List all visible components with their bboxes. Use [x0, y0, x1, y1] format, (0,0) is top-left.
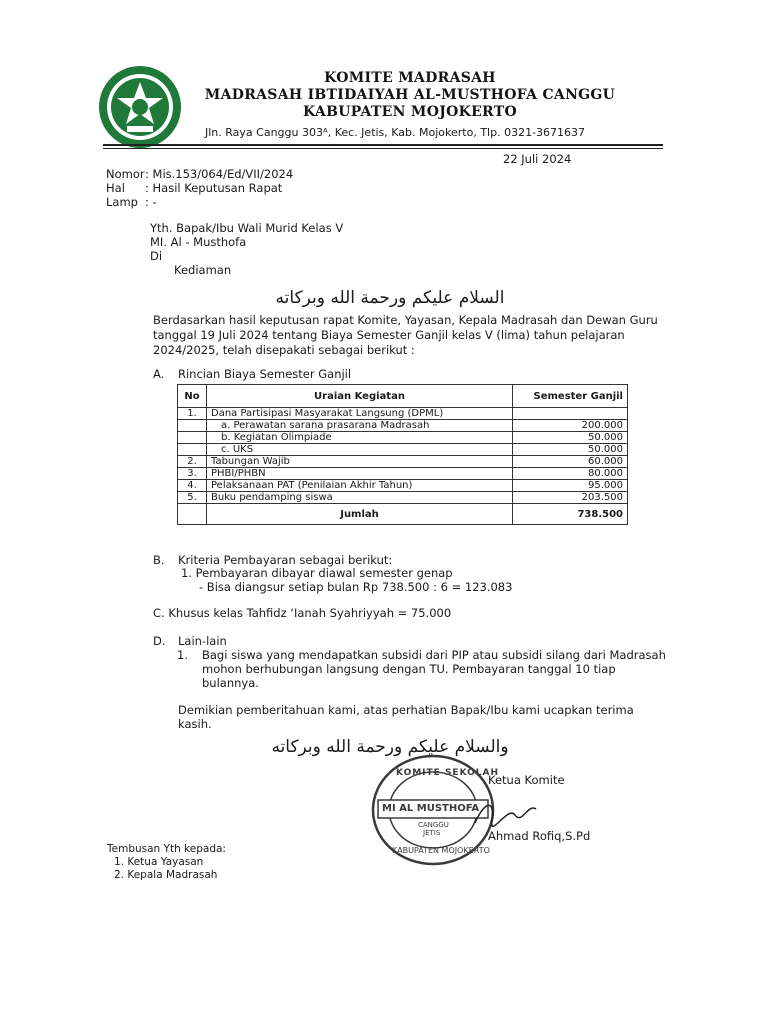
row-no: 2. [178, 456, 207, 468]
section-b-title: Kriteria Pembayaran sebagai berikut: [178, 553, 393, 567]
section-b-item-1: 1. Pembayaran dibayar diawal semester genap [181, 566, 453, 580]
handwritten-signature [470, 795, 540, 831]
row-no [178, 432, 207, 444]
total-label: Jumlah [207, 504, 513, 525]
lamp-value: : - [145, 195, 157, 209]
table-row [178, 456, 628, 468]
intro-line-3: 2024/2025, telah disepakati sebagai berikut : [153, 343, 415, 357]
section-d-label: D. [153, 634, 166, 648]
stamp-top-text: KOMITE SEKOLAH [396, 768, 500, 778]
table-total-row [178, 504, 628, 525]
recipient-line-3: Di [150, 249, 163, 263]
table-row [178, 468, 628, 480]
table-row [178, 480, 628, 492]
table-row [178, 408, 628, 420]
stamp-sub-1: CANGGU [418, 821, 449, 829]
table-row [178, 420, 628, 432]
row-item: c. UKS [207, 444, 513, 456]
section-b-subitem: - Bisa diangsur setiap bulan Rp 738.500 : 6 = 123.083 [199, 580, 513, 594]
signature-role: Ketua Komite [488, 773, 565, 787]
cost-table [177, 384, 628, 525]
row-item: Dana Partisipasi Masyarakat Langsung (DPML) [207, 408, 513, 420]
col-header-no: No [178, 385, 207, 408]
section-a-label: A. [153, 367, 165, 381]
header-divider-thin [103, 148, 663, 149]
stamp-bottom-text: KABUPATEN MOJOKERTO [392, 846, 490, 855]
section-d-line-2: mohon berhubungan langsung dengan TU. Pembayaran tanggal 10 tiap [202, 662, 616, 676]
letterhead-address: Jln. Raya Canggu 303ᴬ, Kec. Jetis, Kab. Mojokerto, Tlp. 0321-3671637 [205, 126, 586, 139]
row-value [513, 408, 628, 420]
signature-name: Ahmad Rofiq,S.Pd [488, 829, 591, 843]
closing-line-1: Demikian pemberitahuan kami, atas perhatian Bapak/Ibu kami ucapkan terima [178, 703, 634, 717]
table-row [178, 492, 628, 504]
arabic-greeting: السلام عليكم ورحمة الله وبركاته [275, 288, 505, 308]
row-value: 95.000 [513, 480, 628, 492]
table-header-row [178, 385, 628, 408]
intro-line-2: tanggal 19 Juli 2024 tentang Biaya Semester Ganjil kelas V (lima) tahun pelajaran [153, 328, 625, 342]
letterhead-line-2: MADRASAH IBTIDAIYAH AL-MUSTHOFA CANGGU [204, 87, 616, 103]
section-d-line-1: Bagi siswa yang mendapatkan subsidi dari PIP atau subsidi silang dari Madrasah [202, 648, 666, 662]
row-value: 203.500 [513, 492, 628, 504]
recipient-line-4: Kediaman [174, 263, 232, 277]
hal-label: Hal [106, 181, 125, 195]
lamp-label: Lamp [106, 195, 138, 209]
row-value: 60.000 [513, 456, 628, 468]
nomor-value: : Mis.153/064/Ed/VII/2024 [145, 167, 294, 181]
row-item: b. Kegiatan Olimpiade [207, 432, 513, 444]
section-a-title: Rincian Biaya Semester Ganjil [178, 367, 352, 381]
madrasah-emblem-icon [97, 64, 183, 150]
section-d-title: Lain-lain [178, 634, 227, 648]
cc-item-2: 2. Kepala Madrasah [114, 869, 218, 881]
hal-value: : Hasil Keputusan Rapat [145, 181, 283, 195]
cc-item-1: 1. Ketua Yayasan [114, 856, 204, 868]
row-item: Buku pendamping siswa [207, 492, 513, 504]
letterhead-line-1: KOMITE MADRASAH [324, 70, 496, 86]
section-d-num: 1. [177, 648, 188, 662]
table-row [178, 444, 628, 456]
row-item: Tabungan Wajib [207, 456, 513, 468]
letterhead-line-3: KABUPATEN MOJOKERTO [303, 104, 517, 120]
row-no: 5. [178, 492, 207, 504]
row-no [178, 420, 207, 432]
row-value: 200.000 [513, 420, 628, 432]
row-item: Pelaksanaan PAT (Penilaian Akhir Tahun) [207, 480, 513, 492]
row-item: a. Perawatan sarana prasarana Madrasah [207, 420, 513, 432]
row-value: 50.000 [513, 432, 628, 444]
total-spacer [178, 504, 207, 525]
header-divider [103, 144, 663, 146]
row-no [178, 444, 207, 456]
col-header-item: Uraian Kegiatan [207, 385, 513, 408]
arabic-closing: والسلام عليكم ورحمة الله وبركاته [271, 737, 509, 757]
row-no: 4. [178, 480, 207, 492]
row-value: 50.000 [513, 444, 628, 456]
nomor-label: Nomor [106, 167, 145, 181]
intro-line-1: Berdasarkan hasil keputusan rapat Komite, Yayasan, Kepala Madrasah dan Dewan Guru [153, 313, 658, 327]
section-c: C. Khusus kelas Tahfidz ‘Ianah Syahriyyah = 75.000 [153, 606, 452, 620]
row-value: 80.000 [513, 468, 628, 480]
recipient-line-1: Yth. Bapak/Ibu Wali Murid Kelas V [150, 221, 344, 235]
row-no: 3. [178, 468, 207, 480]
row-no: 1. [178, 408, 207, 420]
total-value: 738.500 [513, 504, 628, 525]
section-d-line-3: bulannya. [202, 676, 259, 690]
col-header-semester: Semester Ganjil [513, 385, 628, 408]
closing-line-2: kasih. [178, 717, 212, 731]
recipient-line-2: MI. Al - Musthofa [150, 235, 247, 249]
cc-title: Tembusan Yth kepada: [107, 843, 226, 855]
letter-date: 22 Juli 2024 [503, 152, 572, 166]
stamp-center-text: MI AL MUSTHOFA [382, 803, 480, 814]
section-b-label: B. [153, 553, 165, 567]
stamp-sub-2: JETIS [423, 829, 441, 837]
row-item: PHBI/PHBN [207, 468, 513, 480]
table-row [178, 432, 628, 444]
